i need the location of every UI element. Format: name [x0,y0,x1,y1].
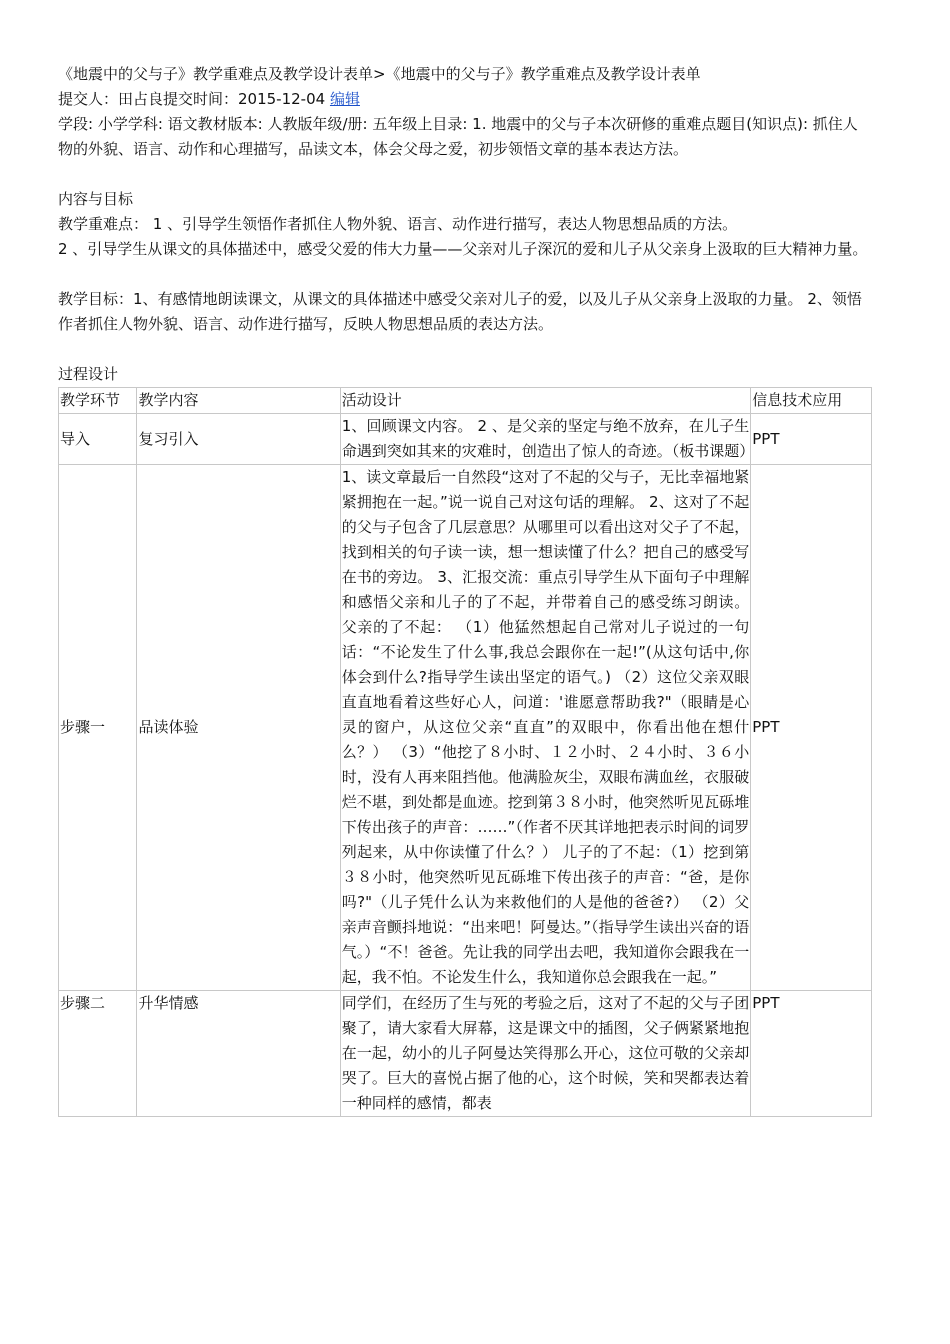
section-content-heading: 内容与目标 [58,190,134,208]
row-content: 复习引入 [137,414,340,465]
row-content: 升华情感 [137,991,340,1117]
row-tech: PPT [751,465,872,991]
document-page [58,0,872,1117]
submitter-line [58,87,872,112]
table-header-row [59,388,872,414]
section-process-heading: 过程设计 [58,365,119,383]
teaching-goals: 教学目标：1、有感情地朗读课文，从课文的具体描述中感受父亲对儿子的爱，以及儿子从父亲身上汲取的力量。 2、领悟作者抓住人物外貌、语言、动作进行描写，反映人物思想品质的表达方法。 [58,290,862,333]
process-table [58,387,872,1117]
header-tech: 信息技术应用 [751,388,872,414]
table-row [59,991,872,1117]
row-stage: 步骤一 [59,465,137,991]
meta-line: 学段: 小学学科: 语文教材版本: 人教版年级/册: 五年级上目录: 1. 地震中的父与子本次研修的重难点题目(知识点): 抓住人物的外貌、语言、动作和心理描写，品读文本，体会父母之爱，初步领悟文章的基本表达方法。 [58,115,858,158]
header-activity: 活动设计 [340,388,751,414]
key-points-1: 教学重难点： 1 、引导学生领悟作者抓住人物外貌、语言、动作进行描写，表达人物思想品质的方法。 [58,215,738,233]
row-activity: 1、回顾课文内容。 2 、是父亲的坚定与绝不放弃，在儿子生命遇到突如其来的灾难时，创造出了惊人的奇迹。（板书课题） [340,414,751,465]
row-tech: PPT [751,414,872,465]
header-stage: 教学环节 [59,388,137,414]
table-row [59,414,872,465]
key-points-2: 2 、引导学生从课文的具体描述中，感受父爱的伟大力量——父亲对儿子深沉的爱和儿子从父亲身上汲取的巨大精神力量。 [58,240,868,258]
header-content: 教学内容 [137,388,340,414]
table-row [59,465,872,991]
document-title: 《地震中的父与子》教学重难点及教学设计表单>《地震中的父与子》教学重难点及教学设计表单 [58,65,701,83]
edit-link[interactable]: 编辑 [329,90,360,108]
row-activity: 1、读文章最后一自然段“这对了不起的父与子，无比幸福地紧紧拥抱在一起。”说一说自己对这句话的理解。 2、这对了不起的父与子包含了几层意思？从哪里可以看出这对父子了不起，找到相关的句子读一读，想一想读懂了什么？把自己的感受写在书的旁边。 3、汇报交流：重点引导学生从下面句子中理解和感悟父亲和儿子的了不起，并带着自己的感受练习朗读。 父亲的了不起： （1）他猛然想起自己常对儿子说过的一句话：“不论发生了什么事,我总会跟你在一起!”(从这句话中,你体会到什么?指导学生读出坚定的语气。) （2）这位父亲双眼直直地看着这些好心人，问道：'谁愿意帮助我?"（眼睛是心灵的窗户，从这位父亲“直直”的双眼中，你看出他在想什么？） （3）“他挖了８小时、１２小时、２４小时、３６小时，没有人再来阻挡他。他满脸灰尘，双眼布满血丝，衣服破烂不堪，到处都是血迹。挖到第３８小时，他突然听见瓦砾堆下传出孩子的声音：……”（作者不厌其详地把表示时间的词罗列起来，从中你读懂了什么？） 儿子的了不起：（1）挖到第３８小时，他突然听见瓦砾堆下传出孩子的声音：“爸，是你吗?"（儿子凭什么认为来救他们的人是他的爸爸?） （2）父亲声音颤抖地说：“出来吧！阿曼达。”（指导学生读出兴奋的语气。）“不！爸爸。先让我的同学出去吧，我知道你会跟我在一起，我不怕。不论发生什么，我知道你总会跟我在一起。” [340,465,751,991]
row-stage: 步骤二 [59,991,137,1117]
row-tech: PPT [751,991,872,1117]
row-content: 品读体验 [137,465,340,991]
row-stage: 导入 [59,414,137,465]
submitter-text: 提交人：田占良提交时间：2015-12-04 [58,90,330,108]
row-activity: 同学们，在经历了生与死的考验之后，这对了不起的父与子团聚了，请大家看大屏幕，这是课文中的插图，父子俩紧紧地抱在一起，幼小的儿子阿曼达笑得那么开心，这位可敬的父亲却哭了。巨大的喜悦占据了他的心，这个时候，笑和哭都表达着一种同样的感情，都表 [340,991,751,1117]
